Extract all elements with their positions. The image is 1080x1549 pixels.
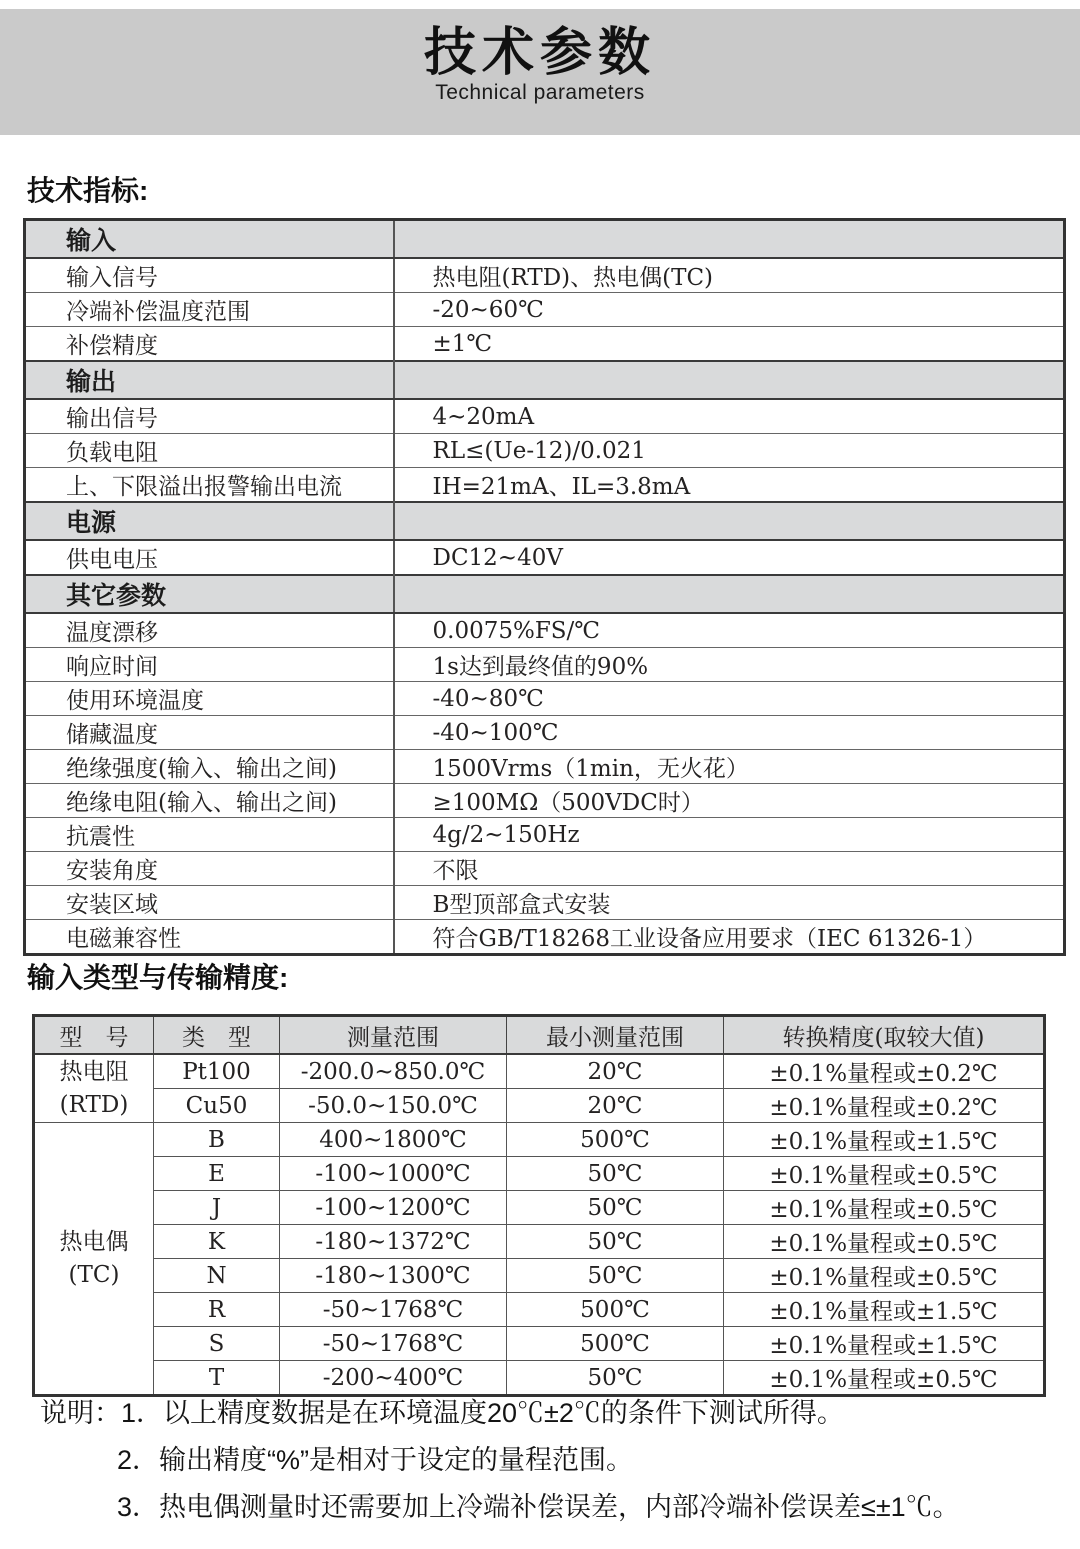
spec-param-label: 输出信号 [25, 399, 394, 434]
io-model-line: 热电偶 [59, 1228, 129, 1255]
io-type-cell: Pt100 [154, 1054, 280, 1089]
io-row [34, 1157, 1045, 1191]
spec-param-value: 不限 [394, 852, 1065, 886]
spec-section-row [25, 361, 1065, 399]
spec-param-value: 0.0075%FS/℃ [394, 613, 1065, 648]
title-banner [0, 9, 1080, 135]
io-type-cell: N [154, 1259, 280, 1293]
spec-param-label: 安装角度 [25, 852, 394, 886]
spec-param-label: 供电电压 [25, 540, 394, 575]
spec-row [25, 648, 1065, 682]
spec-row [25, 399, 1065, 434]
io-accuracy-cell: ±0.1%量程或±0.2℃ [724, 1089, 1045, 1123]
io-accuracy-cell: ±0.1%量程或±0.5℃ [724, 1225, 1045, 1259]
spec-param-label: 抗震性 [25, 818, 394, 852]
spec-param-value: B型顶部盒式安装 [394, 886, 1065, 920]
io-row [34, 1191, 1045, 1225]
io-min-range-cell: 50℃ [507, 1361, 724, 1396]
io-range-cell: -180~1300℃ [280, 1259, 507, 1293]
io-model-line: (RTD) [59, 1091, 129, 1118]
io-header-row [34, 1016, 1045, 1055]
io-header-min-range: 最小测量范围 [507, 1016, 724, 1055]
spec-param-value: 4~20mA [394, 399, 1065, 434]
spec-param-value: 4g/2~150Hz [394, 818, 1065, 852]
note-line-1: 说明：1．以上精度数据是在环境温度20℃±2℃的条件下测试所得。 [40, 1398, 844, 1428]
page-subtitle: Technical parameters [435, 81, 645, 104]
spec-row [25, 784, 1065, 818]
io-range-cell: -180~1372℃ [280, 1225, 507, 1259]
io-min-range-cell: 50℃ [507, 1225, 724, 1259]
io-row [34, 1259, 1045, 1293]
io-accuracy-cell: ±0.1%量程或±0.2℃ [724, 1054, 1045, 1089]
io-range-cell: -50.0~150.0℃ [280, 1089, 507, 1123]
io-row [34, 1361, 1045, 1396]
spec-param-label: 冷端补偿温度范围 [25, 293, 394, 327]
io-accuracy-cell: ±0.1%量程或±0.5℃ [724, 1361, 1045, 1396]
io-type-cell: B [154, 1123, 280, 1157]
notes [40, 1399, 1060, 1540]
io-range-cell: -100~1200℃ [280, 1191, 507, 1225]
spec-section-label: 输入 [25, 220, 394, 259]
io-min-range-cell: 50℃ [507, 1157, 724, 1191]
io-header-type: 类 型 [154, 1016, 280, 1055]
io-model-line: 热电阻 [59, 1058, 129, 1085]
spec-row [25, 818, 1065, 852]
spec-table [23, 218, 1066, 956]
io-row [34, 1089, 1045, 1123]
io-section-heading: 输入类型与传输精度: [27, 962, 289, 993]
spec-row [25, 886, 1065, 920]
io-range-cell: -50~1768℃ [280, 1293, 507, 1327]
io-model-cell [34, 1123, 154, 1396]
spec-section-label: 输出 [25, 361, 394, 399]
spec-param-label: 绝缘电阻(输入、输出之间) [25, 784, 394, 818]
io-range-cell: -200~400℃ [280, 1361, 507, 1396]
io-row [34, 1225, 1045, 1259]
spec-param-value: -40~100℃ [394, 716, 1065, 750]
io-min-range-cell: 50℃ [507, 1259, 724, 1293]
spec-row [25, 716, 1065, 750]
io-type-cell: R [154, 1293, 280, 1327]
spec-param-value: ±1℃ [394, 327, 1065, 362]
spec-param-label: 补偿精度 [25, 327, 394, 362]
spec-param-value: -20~60℃ [394, 293, 1065, 327]
io-accuracy-cell: ±0.1%量程或±1.5℃ [724, 1327, 1045, 1361]
spec-param-label: 使用环境温度 [25, 682, 394, 716]
io-model-cell [34, 1054, 154, 1123]
io-row [34, 1054, 1045, 1089]
spec-section-row [25, 502, 1065, 540]
spec-section-label: 电源 [25, 502, 394, 540]
specs-section-heading: 技术指标: [27, 175, 149, 206]
io-type-cell: Cu50 [154, 1089, 280, 1123]
spec-param-label: 上、下限溢出报警输出电流 [25, 468, 394, 503]
spec-param-label: 负载电阻 [25, 434, 394, 468]
spec-param-value: DC12~40V [394, 540, 1065, 575]
spec-param-value: 热电阻(RTD)、热电偶(TC) [394, 258, 1065, 293]
spec-param-label: 输入信号 [25, 258, 394, 293]
spec-param-value: RL≤(Ue-12)/0.021 [394, 434, 1065, 468]
spec-param-label: 绝缘强度(输入、输出之间) [25, 750, 394, 784]
spec-param-value: -40~80℃ [394, 682, 1065, 716]
io-model-line: (TC) [68, 1261, 120, 1288]
io-row [34, 1293, 1045, 1327]
spec-param-label: 响应时间 [25, 648, 394, 682]
spec-section-row [25, 575, 1065, 613]
io-accuracy-cell: ±0.1%量程或±0.5℃ [724, 1191, 1045, 1225]
io-min-range-cell: 20℃ [507, 1054, 724, 1089]
io-accuracy-cell: ±0.1%量程或±0.5℃ [724, 1157, 1045, 1191]
spec-row [25, 920, 1065, 955]
page-title: 技术参数 [423, 24, 656, 82]
spec-section-spacer [394, 361, 1065, 399]
io-range-cell: -200.0~850.0℃ [280, 1054, 507, 1089]
io-type-cell: E [154, 1157, 280, 1191]
io-table [32, 1014, 1046, 1397]
spec-section-spacer [394, 220, 1065, 259]
io-min-range-cell: 500℃ [507, 1293, 724, 1327]
io-header-accuracy: 转换精度(取较大值) [724, 1016, 1045, 1055]
spec-section-row [25, 220, 1065, 259]
spec-param-label: 电磁兼容性 [25, 920, 394, 955]
io-range-cell: -50~1768℃ [280, 1327, 507, 1361]
io-row [34, 1123, 1045, 1157]
spec-row [25, 468, 1065, 503]
io-type-cell: T [154, 1361, 280, 1396]
spec-param-value: 符合GB/T18268工业设备应用要求（IEC 61326-1） [394, 920, 1065, 955]
io-range-cell: 400~1800℃ [280, 1123, 507, 1157]
spec-param-value: 1s达到最终值的90% [394, 648, 1065, 682]
io-accuracy-cell: ±0.1%量程或±0.5℃ [724, 1259, 1045, 1293]
io-type-cell: K [154, 1225, 280, 1259]
io-accuracy-cell: ±0.1%量程或±1.5℃ [724, 1123, 1045, 1157]
spec-row [25, 258, 1065, 293]
spec-row [25, 613, 1065, 648]
io-accuracy-cell: ±0.1%量程或±1.5℃ [724, 1293, 1045, 1327]
spec-param-label: 储藏温度 [25, 716, 394, 750]
spec-row [25, 682, 1065, 716]
io-type-cell: J [154, 1191, 280, 1225]
spec-section-label: 其它参数 [25, 575, 394, 613]
spec-row [25, 327, 1065, 362]
spec-param-value: ≥100MΩ（500VDC时） [394, 784, 1065, 818]
note-line-3: 3．热电偶测量时还需要加上冷端补偿误差，内部冷端补偿误差≤±1℃。 [117, 1492, 960, 1522]
spec-param-value: IH=21mA、IL=3.8mA [394, 468, 1065, 503]
io-type-cell: S [154, 1327, 280, 1361]
spec-section-spacer [394, 575, 1065, 613]
spec-row [25, 434, 1065, 468]
spec-row [25, 540, 1065, 575]
io-header-model: 型 号 [34, 1016, 154, 1055]
note-line-2: 2．输出精度“%”是相对于设定的量程范围。 [117, 1445, 634, 1475]
spec-param-label: 温度漂移 [25, 613, 394, 648]
spec-row [25, 852, 1065, 886]
io-min-range-cell: 50℃ [507, 1191, 724, 1225]
io-header-range: 测量范围 [280, 1016, 507, 1055]
spec-section-spacer [394, 502, 1065, 540]
io-min-range-cell: 500℃ [507, 1123, 724, 1157]
io-range-cell: -100~1000℃ [280, 1157, 507, 1191]
spec-param-label: 安装区域 [25, 886, 394, 920]
io-min-range-cell: 500℃ [507, 1327, 724, 1361]
spec-row [25, 750, 1065, 784]
io-row [34, 1327, 1045, 1361]
spec-row [25, 293, 1065, 327]
spec-param-value: 1500Vrms（1min，无火花） [394, 750, 1065, 784]
io-min-range-cell: 20℃ [507, 1089, 724, 1123]
